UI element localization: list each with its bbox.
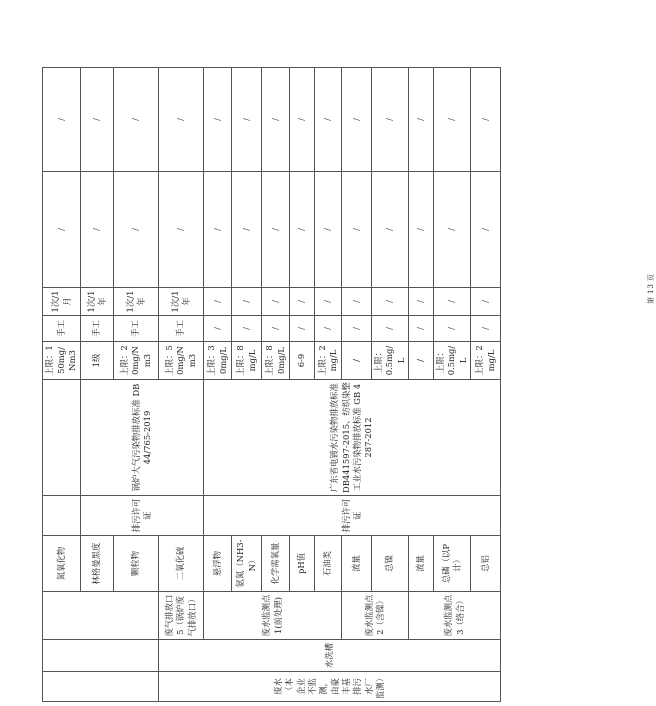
page-number	[646, 271, 656, 304]
pollutant-cell: 流量	[409, 536, 434, 592]
slash-cell: /	[315, 316, 342, 342]
freq-cell: 1次/1年	[159, 288, 204, 316]
slash-cell: /	[471, 316, 501, 342]
slash-cell: /	[204, 316, 232, 342]
limit-cell: 上限：20mg/Nm3	[114, 342, 159, 380]
slash-cell: /	[262, 68, 290, 172]
slash-cell: /	[290, 68, 315, 172]
slash-cell: /	[262, 316, 290, 342]
slash-cell: /	[342, 316, 372, 342]
method-cell: 手工	[43, 316, 81, 342]
slash-cell: /	[409, 68, 434, 172]
group-cell: 废水（本企业不监测，由豪丰基排污水厂监测）	[159, 672, 501, 702]
slash-cell: /	[262, 172, 290, 288]
slash-cell: /	[43, 68, 81, 172]
limit-cell: 上限：30mg/L	[204, 342, 232, 380]
limit-cell: 上限：8mg/L	[232, 342, 262, 380]
slash-cell: /	[232, 172, 262, 288]
method-cell: 手工	[159, 316, 204, 342]
slash-cell: /	[204, 68, 232, 172]
point-cell	[43, 592, 159, 640]
slash-cell: /	[315, 68, 342, 172]
basis-cell	[43, 496, 81, 536]
slash-cell: /	[159, 68, 204, 172]
point-cell: 废水监测点3（络合）	[409, 592, 501, 640]
slash-cell: /	[372, 68, 409, 172]
limit-cell: /	[342, 342, 372, 380]
slash-cell: /	[232, 316, 262, 342]
slash-cell: /	[204, 172, 232, 288]
pollutant-cell: 林格曼黑度	[81, 536, 114, 592]
slash-cell: /	[409, 172, 434, 288]
basis-cell: 排污许可证	[204, 496, 501, 536]
slash-cell: /	[114, 172, 159, 288]
limit-cell: 上限：50mg/Nm3	[159, 342, 204, 380]
slash-cell: /	[434, 288, 471, 316]
slash-cell: /	[290, 316, 315, 342]
standard-cell: 广东省电镀水污染物排放标准 DB441597-2015、纺织染整工业水污染物排放标准 GB 4287-2012	[204, 380, 501, 496]
slash-cell: /	[471, 68, 501, 172]
slash-cell: /	[342, 68, 372, 172]
group-sub-cell	[43, 640, 159, 672]
slash-cell: /	[232, 68, 262, 172]
limit-cell: 上限：150mg/Nm3	[43, 342, 81, 380]
limit-cell: 上限：80mg/L	[262, 342, 290, 380]
point-cell: 废水监测点1(前处理)	[204, 592, 342, 640]
slash-cell: /	[372, 316, 409, 342]
limit-cell: 上限：0.5mg/L	[434, 342, 471, 380]
slash-cell: /	[434, 172, 471, 288]
limit-cell: 6-9	[290, 342, 315, 380]
table-row	[43, 68, 81, 702]
limit-cell: 1级	[81, 342, 114, 380]
slash-cell: /	[342, 288, 372, 316]
pollutant-cell: 颗粒物	[114, 536, 159, 592]
pollutant-cell: 化学需氧量	[262, 536, 290, 592]
limit-cell: 上限：0.5mg/L	[372, 342, 409, 380]
freq-cell: 1次/1月	[43, 288, 81, 316]
method-cell: 手工	[114, 316, 159, 342]
pollutant-cell: 总铝	[471, 536, 501, 592]
slash-cell: /	[81, 172, 114, 288]
standard-cell	[43, 380, 81, 496]
slash-cell: /	[434, 316, 471, 342]
page-suffix: 页	[647, 273, 655, 282]
page-prefix: 第	[647, 296, 655, 304]
standard-cell: 锅炉大气污染物排放标准 DB44/765-2019	[81, 380, 204, 496]
limit-cell: /	[409, 342, 434, 380]
slash-cell: /	[262, 288, 290, 316]
slash-cell: /	[290, 288, 315, 316]
pollutant-cell: 石油类	[315, 536, 342, 592]
slash-cell: /	[204, 288, 232, 316]
pollutant-cell: 总磷（以P计）	[434, 536, 471, 592]
pollutant-cell: 二氧化硫	[159, 536, 204, 592]
slash-cell: /	[315, 288, 342, 316]
slash-cell: /	[372, 288, 409, 316]
basis-cell: 排污许可证	[81, 496, 204, 536]
slash-cell: /	[372, 172, 409, 288]
pollutant-cell: 总镍	[372, 536, 409, 592]
slash-cell: /	[409, 316, 434, 342]
slash-cell: /	[409, 288, 434, 316]
freq-cell: 1次/1年	[114, 288, 159, 316]
slash-cell: /	[43, 172, 81, 288]
page-number-value: 13	[647, 283, 655, 294]
slash-cell: /	[342, 172, 372, 288]
pollutant-cell: 悬浮物	[204, 536, 232, 592]
pollutant-cell: 流量	[342, 536, 372, 592]
slash-cell: /	[81, 68, 114, 172]
slash-cell: /	[159, 172, 204, 288]
limit-cell: 上限：2mg/L	[315, 342, 342, 380]
point-cell: 废气排放口5（锅炉废气排放口）	[159, 592, 204, 640]
group-cell	[43, 672, 159, 702]
slash-cell: /	[290, 172, 315, 288]
pollutant-cell: pH值	[290, 536, 315, 592]
limit-cell: 上限：2mg/L	[471, 342, 501, 380]
point-cell: 废水监测点2（含镍）	[342, 592, 409, 640]
table-row	[204, 68, 232, 702]
slash-cell: /	[471, 288, 501, 316]
pollutant-cell: 氨氮（NH3-N）	[232, 536, 262, 592]
slash-cell: /	[315, 172, 342, 288]
pollutant-cell: 氮氧化物	[43, 536, 81, 592]
method-cell: 手工	[81, 316, 114, 342]
slash-cell: /	[114, 68, 159, 172]
freq-cell: 1次/1年	[81, 288, 114, 316]
slash-cell: /	[471, 172, 501, 288]
group-sub-cell: 水洗槽	[159, 640, 501, 672]
monitoring-table	[42, 67, 501, 702]
slash-cell: /	[232, 288, 262, 316]
slash-cell: /	[434, 68, 471, 172]
